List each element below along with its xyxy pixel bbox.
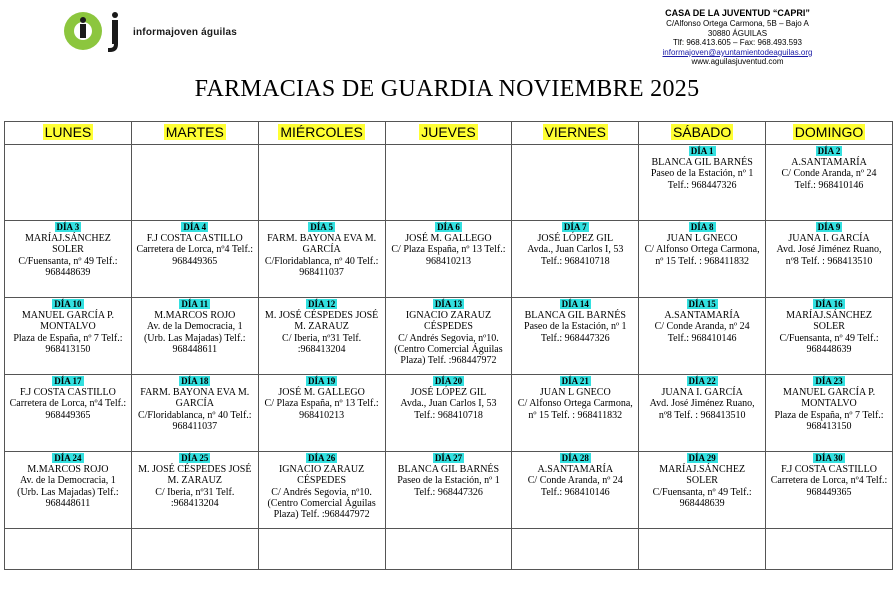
pharmacy-name: M.MARCOS ROJO — [154, 310, 236, 322]
pharmacy-info — [639, 233, 765, 267]
day-number: DÍA 19 — [307, 376, 336, 386]
day-number: DÍA 8 — [690, 222, 714, 232]
week-row — [5, 298, 893, 375]
pharmacy-info — [766, 387, 892, 432]
weekday-header — [385, 122, 512, 145]
pharmacy-info — [639, 464, 765, 509]
pharmacy-address: Avd. José Jiménez Ruano, nº8 Telf. : 968413510 — [776, 244, 882, 267]
week-row — [5, 145, 893, 221]
org-name: CASA DE LA JUVENTUD “CAPRI” — [665, 8, 810, 18]
day-cell — [5, 375, 132, 452]
pharmacy-info — [5, 233, 131, 278]
day-cell — [639, 375, 766, 452]
pharmacy-address: Paseo de la Estación, nº 1 Telf.: 968447326 — [397, 475, 500, 498]
weekday-label: LUNES — [44, 124, 92, 140]
page-title: FARMACIAS DE GUARDIA NOVIEMBRE 2025 — [194, 76, 700, 102]
pharmacy-name: M.MARCOS ROJO — [27, 464, 109, 476]
day-cell — [131, 298, 258, 375]
org-city: 30880 ÁGUILAS — [707, 28, 768, 38]
pharmacy-address: C/ Andrés Segovia, nº10. (Centro Comercial Águilas Plaza) Telf. :968447972 — [394, 332, 503, 367]
day-number: DÍA 28 — [561, 453, 589, 463]
pharmacy-info — [639, 310, 765, 344]
day-number: DÍA 11 — [181, 299, 209, 309]
pharmacy-address: Plaza de España, nº 7 Telf.: 968413150 — [13, 332, 123, 355]
pharmacy-address: Avda., Juan Carlos I, 53 Telf.: 968410718 — [400, 398, 497, 421]
org-phone: Tlf: 968.413.605 – Fax: 968.493.593 — [673, 38, 802, 48]
day-number: DÍA 21 — [561, 376, 589, 386]
day-number: DÍA 22 — [688, 376, 716, 386]
pharmacy-name: F.J COSTA CASTILLO — [19, 387, 116, 399]
day-cell — [512, 145, 639, 221]
pharmacy-info — [386, 387, 512, 421]
day-cell — [385, 375, 512, 452]
day-cell — [512, 529, 639, 570]
pharmacy-name: IGNACIO ZARAUZ CÉSPEDES — [405, 310, 492, 333]
day-cell — [258, 298, 385, 375]
pharmacy-info — [259, 387, 385, 421]
pharmacy-name: JOSÉ LÓPEZ GIL — [537, 233, 614, 245]
day-cell — [385, 298, 512, 375]
pharmacy-info — [766, 464, 892, 498]
pharmacy-info — [132, 387, 258, 432]
day-cell — [639, 452, 766, 529]
contact-block — [610, 8, 865, 67]
logo-text: informajoven águilas — [133, 27, 238, 38]
day-cell — [639, 529, 766, 570]
pharmacy-name: F.J COSTA CASTILLO — [146, 233, 243, 245]
pharmacy-address: Paseo de la Estación, nº 1 Telf.: 968447326 — [650, 168, 754, 191]
day-cell — [131, 452, 258, 529]
day-cell — [131, 145, 258, 221]
pharmacy-address: Avda., Juan Carlos I, 53 Telf.: 968410718 — [527, 244, 624, 267]
day-cell — [766, 375, 893, 452]
pharmacy-info — [132, 233, 258, 267]
pharmacy-address: C/ Andrés Segovia, nº10. (Centro Comercial Águilas Plaza) Telf. :968447972 — [267, 486, 376, 521]
day-cell — [766, 298, 893, 375]
pharmacy-name: M. JOSÉ CÉSPEDES JOSÉ M. ZARAUZ — [138, 464, 252, 487]
day-number: DÍA 14 — [561, 299, 589, 309]
pharmacy-info — [512, 387, 638, 421]
calendar-table — [4, 121, 893, 570]
pharmacy-address: C/ Plaza España, nº 13 Telf.: 968410213 — [264, 398, 379, 421]
day-cell — [5, 529, 132, 570]
pharmacy-name: BLANCA GIL BARNÉS — [524, 310, 626, 322]
pharmacy-name: FARM. BAYONA EVA M. GARCÍA — [140, 387, 250, 410]
pharmacy-info — [259, 233, 385, 278]
pharmacy-name: JOSÉ LÓPEZ GIL — [410, 387, 487, 399]
day-number: DÍA 30 — [815, 453, 843, 463]
day-number: DÍA 18 — [181, 376, 209, 386]
day-number: DÍA 29 — [688, 453, 716, 463]
pharmacy-address: Av. de la Democracia, 1 (Urb. Las Majadas) Telf.: 968448611 — [17, 475, 119, 509]
pharmacy-name: A.SANTAMARÍA — [537, 464, 614, 476]
day-number: DÍA 3 — [56, 222, 80, 232]
pharmacy-name: MANUEL GARCÍA P. MONTALVO — [782, 387, 876, 410]
weekday-header — [5, 122, 132, 145]
pharmacy-address: Carretera de Lorca, nº4 Telf.: 968449365 — [770, 475, 888, 498]
pharmacy-name: A.SANTAMARÍA — [791, 157, 867, 169]
pharmacy-info — [259, 310, 385, 355]
day-number: DÍA 20 — [434, 376, 463, 386]
pharmacy-info — [386, 233, 512, 267]
pharmacy-address: C/ Iberia, nº31 Telf. :968413204 — [282, 332, 362, 355]
day-cell — [131, 221, 258, 298]
pharmacy-name: IGNACIO ZARAUZ CÉSPEDES — [278, 464, 365, 487]
pharmacy-info — [512, 233, 638, 267]
pharmacy-name: JOSÉ M. GALLEGO — [278, 387, 365, 399]
pharmacy-address: C/ Iberia, nº31 Telf. :968413204 — [155, 486, 235, 509]
pharmacy-info — [5, 310, 131, 355]
day-number: DÍA 10 — [54, 299, 82, 309]
day-number: DÍA 17 — [54, 376, 82, 386]
weekday-header — [512, 122, 639, 145]
pharmacy-name: BLANCA GIL BARNÉS — [397, 464, 500, 476]
day-cell — [385, 145, 512, 221]
pharmacy-info — [5, 464, 131, 509]
day-cell — [512, 375, 639, 452]
pharmacy-name: JUANA I. GARCÍA — [788, 233, 870, 245]
pharmacy-name: A.SANTAMARÍA — [664, 310, 740, 322]
pharmacy-address: C/Fuensanta, nº 49 Telf.: 968448639 — [779, 332, 879, 355]
day-cell — [5, 145, 132, 221]
day-cell — [5, 298, 132, 375]
pharmacy-name: JUAN L GNECO — [539, 387, 611, 399]
weekday-label: JUEVES — [421, 124, 476, 140]
pharmacy-name: JOSÉ M. GALLEGO — [405, 233, 492, 245]
day-cell — [766, 145, 893, 221]
week-row — [5, 375, 893, 452]
pharmacy-address: Av. de la Democracia, 1 (Urb. Las Majadas) Telf.: 968448611 — [143, 321, 246, 355]
weekday-label: VIERNES — [544, 124, 607, 140]
org-address: C/Alfonso Ortega Carmona, 5B – Bajo A — [666, 19, 809, 28]
day-cell — [131, 375, 258, 452]
pharmacy-info — [386, 464, 512, 498]
weekday-header-row — [5, 122, 893, 145]
day-number: DÍA 26 — [307, 453, 336, 463]
day-cell — [385, 529, 512, 570]
day-number: DÍA 9 — [817, 222, 841, 232]
week-row — [5, 529, 893, 570]
weekday-header — [258, 122, 385, 145]
day-cell — [258, 221, 385, 298]
pharmacy-info — [259, 464, 385, 520]
pharmacy-info — [512, 464, 638, 498]
day-number: DÍA 12 — [307, 299, 336, 309]
day-number: DÍA 24 — [54, 453, 82, 463]
pharmacy-name: BLANCA GIL BARNÉS — [651, 157, 753, 169]
day-cell — [385, 221, 512, 298]
day-cell — [639, 145, 766, 221]
pharmacy-name: MARÍAJ.SÁNCHEZ SOLER — [25, 233, 111, 256]
pharmacy-info — [766, 310, 892, 355]
day-number: DÍA 6 — [437, 222, 460, 232]
pharmacy-name: F.J COSTA CASTILLO — [781, 464, 877, 476]
day-number: DÍA 27 — [434, 453, 463, 463]
pharmacy-info — [512, 310, 638, 344]
day-number: DÍA 15 — [688, 299, 716, 309]
day-cell — [258, 375, 385, 452]
day-number: DÍA 1 — [690, 146, 714, 156]
pharmacy-address: C/Fuensanta, nº 49 Telf.: 968448639 — [652, 486, 752, 509]
pharmacy-address: C/ Conde Aranda, nº 24 Telf.: 968410146 — [527, 475, 623, 498]
week-row — [5, 452, 893, 529]
pharmacy-address: C/Fuensanta, nº 49 Telf.: 968448639 — [18, 255, 118, 278]
pharmacy-address: C/ Alfonso Ortega Carmona, nº 15 Telf. : 968411832 — [644, 244, 760, 267]
week-row — [5, 221, 893, 298]
pharmacy-address: C/ Alfonso Ortega Carmona, nº 15 Telf. : 968411832 — [517, 398, 633, 421]
day-cell — [131, 529, 258, 570]
pharmacy-address: C/Floridablanca, nº 40 Telf.: 968411037 — [137, 409, 252, 432]
pharmacy-info — [766, 233, 892, 267]
day-number: DÍA 13 — [434, 299, 463, 309]
day-cell — [512, 452, 639, 529]
day-number: DÍA 5 — [310, 222, 333, 232]
pharmacy-info — [132, 464, 258, 509]
day-cell — [766, 529, 893, 570]
day-cell — [512, 221, 639, 298]
pharmacy-name: FARM. BAYONA EVA M. GARCÍA — [267, 233, 377, 256]
org-website[interactable]: www.aguilasjuventud.com — [691, 57, 784, 67]
pharmacy-info — [639, 387, 765, 421]
day-cell — [639, 298, 766, 375]
day-cell — [639, 221, 766, 298]
day-cell — [385, 452, 512, 529]
org-email-link[interactable]: informajoven@ayuntamientodeaguilas.org — [662, 47, 813, 57]
pharmacy-address: Carretera de Lorca, nº4 Telf.: 968449365 — [136, 244, 254, 267]
day-cell — [258, 529, 385, 570]
day-number: DÍA 25 — [181, 453, 209, 463]
pharmacy-info — [766, 157, 892, 191]
pharmacy-info — [639, 157, 765, 191]
weekday-label: MARTES — [165, 124, 224, 140]
day-cell — [258, 452, 385, 529]
pharmacy-name: M. JOSÉ CÉSPEDES JOSÉ M. ZARAUZ — [264, 310, 379, 333]
weekday-label: MIÉRCOLES — [280, 124, 363, 140]
pharmacy-address: C/ Conde Aranda, nº 24 Telf.: 968410146 — [654, 321, 750, 344]
pharmacy-address: C/ Conde Aranda, nº 24 Telf.: 968410146 — [781, 168, 877, 191]
pharmacy-info — [386, 310, 512, 366]
weekday-header — [639, 122, 766, 145]
weekday-header — [131, 122, 258, 145]
day-cell — [5, 221, 132, 298]
pharmacy-address: C/ Plaza España, nº 13 Telf.: 968410213 — [391, 244, 506, 267]
weekday-label: DOMINGO — [794, 124, 864, 140]
pharmacy-info — [132, 310, 258, 355]
pharmacy-name: MARÍAJ.SÁNCHEZ SOLER — [659, 464, 746, 487]
day-cell — [5, 452, 132, 529]
day-number: DÍA 16 — [815, 299, 843, 309]
pharmacy-name: MARÍAJ.SÁNCHEZ SOLER — [786, 310, 872, 333]
day-cell — [512, 298, 639, 375]
pharmacy-name: MANUEL GARCÍA P. MONTALVO — [21, 310, 114, 333]
day-number: DÍA 7 — [563, 222, 587, 232]
weekday-label: SÁBADO — [672, 124, 732, 140]
pharmacy-address: Paseo de la Estación, nº 1 Telf.: 968447326 — [524, 321, 627, 344]
day-cell — [766, 221, 893, 298]
day-number: DÍA 2 — [817, 146, 841, 156]
pharmacy-address: Carretera de Lorca, nº4 Telf.: 968449365 — [9, 398, 127, 421]
day-cell — [258, 145, 385, 221]
day-number: DÍA 23 — [815, 376, 843, 386]
pharmacy-address: C/Floridablanca, nº 40 Telf.: 968411037 — [264, 255, 379, 278]
pharmacy-info — [5, 387, 131, 421]
pharmacy-name: JUANA I. GARCÍA — [661, 387, 743, 399]
pharmacy-address: Plaza de España, nº 7 Telf.: 968413150 — [774, 409, 884, 432]
weekday-header — [766, 122, 893, 145]
day-number: DÍA 4 — [183, 222, 207, 232]
pharmacy-address: Avd. José Jiménez Ruano, nº8 Telf. : 968413510 — [649, 398, 755, 421]
pharmacy-name: JUAN L GNECO — [666, 233, 738, 245]
day-cell — [766, 452, 893, 529]
